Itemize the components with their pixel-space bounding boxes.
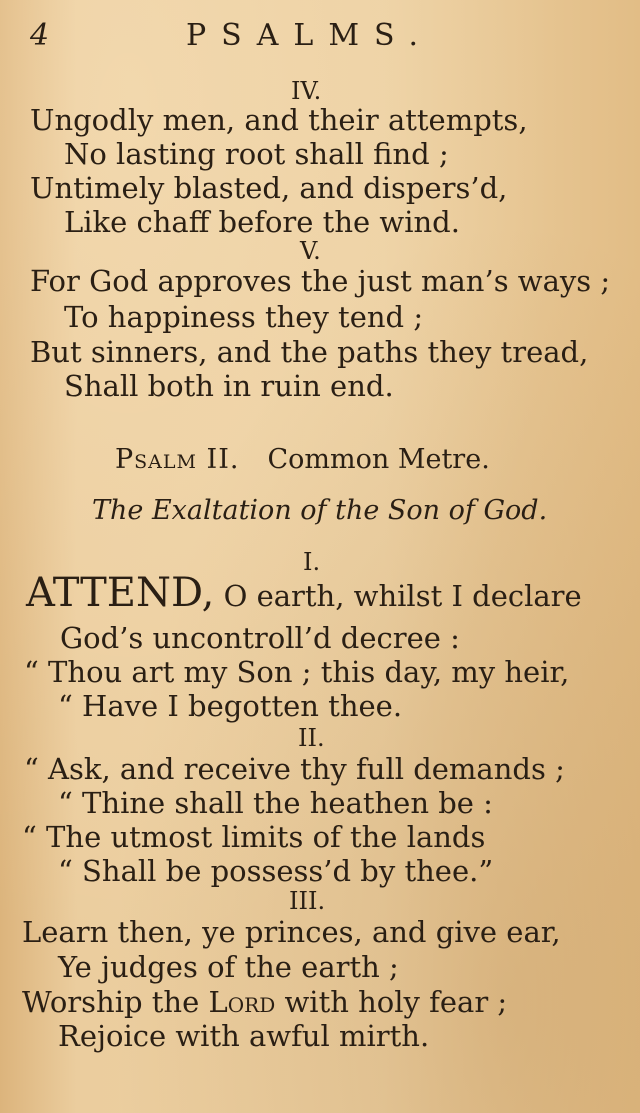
verse-line: For God approves the just man’s ways ;: [30, 264, 611, 298]
stanza-number: I.: [303, 548, 321, 576]
verse-line: “ Thou art my Son ; this day, my heir,: [24, 655, 570, 689]
running-head: PSALMS.: [186, 18, 434, 53]
stanza-number: V.: [300, 237, 321, 265]
stanza-number: III.: [289, 887, 326, 915]
stanza-number: II.: [298, 724, 325, 752]
psalm-subtitle: The Exaltation of the Son of God.: [92, 495, 548, 526]
verse-line: God’s uncontroll’d decree :: [60, 621, 460, 655]
verse-line: Ungodly men, and their attempts,: [30, 103, 528, 137]
verse-line: To happiness they tend ;: [64, 300, 424, 334]
verse-line: But sinners, and the paths they tread,: [30, 335, 589, 369]
verse-line: Untimely blasted, and dispers’d,: [30, 171, 508, 205]
stanza-number: IV.: [291, 77, 322, 105]
verse-line: “ Have I begotten thee.: [58, 689, 403, 723]
verse-text: with holy fear ;: [284, 985, 508, 1019]
page-number: 4: [30, 18, 50, 53]
verse-line-first: [26, 571, 582, 618]
opening-word: ATTEND,: [26, 570, 215, 616]
verse-line: Shall both in ruin end.: [64, 369, 394, 403]
psalm-metre: Common Metre.: [267, 444, 490, 475]
lord-word: Lord: [208, 985, 276, 1019]
verse-line: No lasting root shall find ;: [64, 137, 449, 171]
psalm-number: Psalm II.: [115, 444, 240, 475]
psalm-title: [115, 443, 490, 477]
opening-line-rest: O earth, whilst I declare: [223, 579, 582, 613]
verse-line: Rejoice with awful mirth.: [58, 1019, 430, 1053]
verse-line: “ Ask, and receive thy full demands ;: [24, 752, 565, 786]
verse-line: “ The utmost limits of the lands: [22, 820, 486, 854]
verse-line: Learn then, ye princes, and give ear,: [22, 915, 561, 949]
verse-line: “ Thine shall the heathen be :: [58, 786, 493, 820]
verse-line: [22, 985, 507, 1019]
verse-text: Worship the: [22, 985, 200, 1019]
verse-line: Like chaff before the wind.: [64, 205, 460, 239]
verse-line: Ye judges of the earth ;: [58, 950, 399, 984]
verse-line: “ Shall be possess’d by thee.”: [58, 854, 494, 888]
